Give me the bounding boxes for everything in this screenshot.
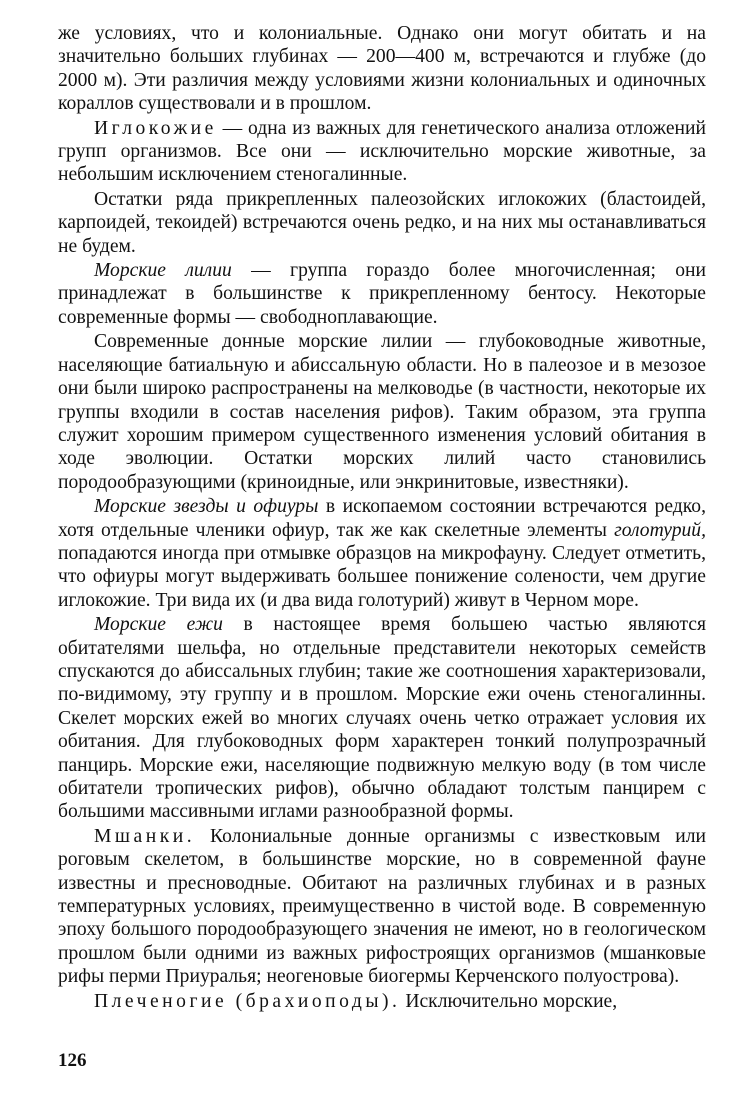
paragraph-text: в ископаемом состоянии встречаются редко, хотя отдельные членики офиур, так же как скелетные элементы: [58, 496, 707, 541]
paragraph-text: Остатки ряда прикрепленных палеозойских иглокожих (бластоидей, карпоидей, текоидей) встречаются очень редко, и на них мы останавливаться не будем.: [58, 188, 706, 257]
paragraph-text: попадаются иногда при отмывке образцов на микрофауну. Следует отметить, что офиуры могут выдерживать большее понижение солености, чем другие иглокожие. Три вида их (и два вида голотурий) живут в Черном море.: [58, 542, 706, 611]
paragraph-text: же условиях, что и колониальные. Однако они могут обитать и на значительно больших глубинах — 200—400 м, встречаются и глубже (до 2000 м). Эти различия между условиями жизни колониальных и одиночных кораллов существовали и в прошлом.: [58, 23, 706, 115]
paragraph-text: в настоящее время большею частью являются обитателями шельфа, но отдельные представители некоторых семейств спускаются до абиссальных глубин; такие же соотношения характеризовали, по-видимому, эту группу и в прошлом. Морские ежи очень стеногалинны. Скелет морских ежей во многих случаях очень четко отражает условия их обитания. Для глубоководных форм характерен тонкий полупрозрачный панцирь. Морские ежи, населяющие подвижную мелкую воду (в том числе обитатели тропических рифов), обычно обладают толстым панцирем с большими массивными иглами разнообразной формы.: [58, 614, 706, 823]
term-brachiopods: Плеченогие (брахиоподы).: [94, 990, 401, 1012]
term-holothurians: голотурий,: [614, 519, 706, 541]
paragraph-sea-lilies: [58, 259, 706, 329]
paragraph-bryozoans: [58, 825, 706, 989]
term-echinoderms: Иглокожие: [94, 117, 217, 139]
paragraph-text: Современные донные морские лилии — глубоководные животные, населяющие батиальную и абиссальную области. Но в палеозое и в мезозое они были широко распространены на мелководье (в частности, некоторые их группы входили в состав населения рифов). Таким образом, эта группа служит хорошим примером существенного изменения условий обитания в ходе эволюции. Остатки морских лилий часто становились породообразующими (криноидные, или энкринитовые, известняки).: [58, 331, 706, 493]
paragraph-text: Колониальные донные организмы с известковым или роговым скелетом, в большинстве морские, но в современной фауне известны и пресноводные. Обитают на различных глубинах и в разных температурных условиях, преимущественно в чистой воде. В современную эпоху большого породообразующего значения не имеют, но в геологическом прошлом были одними из важных рифостроящих организмов (мшанковые рифы перми Приуралья; неогеновые биогермы Керченского полуострова).: [58, 825, 706, 988]
term-bryozoans: Мшанки.: [94, 825, 196, 847]
paragraph-text: — одна из важных для генетического анализа отложений групп организмов. Все они — исключительно морские животные, за небольшим исключением стеногалинные.: [58, 117, 706, 186]
paragraph-text: — группа гораздо более многочисленная; они принадлежат в большинстве к прикрепленному бентосу. Некоторые современные формы — свободноплавающие.: [58, 260, 707, 328]
paragraph-brachiopods: [58, 990, 706, 1013]
term-starfish-ophiuroids: Морские звезды и офиуры: [94, 496, 319, 518]
paragraph-modern-sea-lilies: [58, 330, 706, 494]
page-text-body: [58, 22, 706, 1013]
page-number: 126: [58, 1050, 87, 1071]
paragraph-paleozoic-echinoderms: [58, 188, 706, 258]
paragraph-echinoderms: [58, 117, 706, 187]
paragraph-text: Исключительно морские,: [400, 990, 618, 1012]
term-sea-lilies: Морские лилии: [94, 260, 232, 282]
paragraph-corals-continued: [58, 22, 706, 116]
paragraph-sea-urchins: [58, 613, 706, 824]
term-sea-urchins: Морские ежи: [94, 614, 223, 636]
paragraph-starfish-ophiuroids: [58, 495, 706, 612]
